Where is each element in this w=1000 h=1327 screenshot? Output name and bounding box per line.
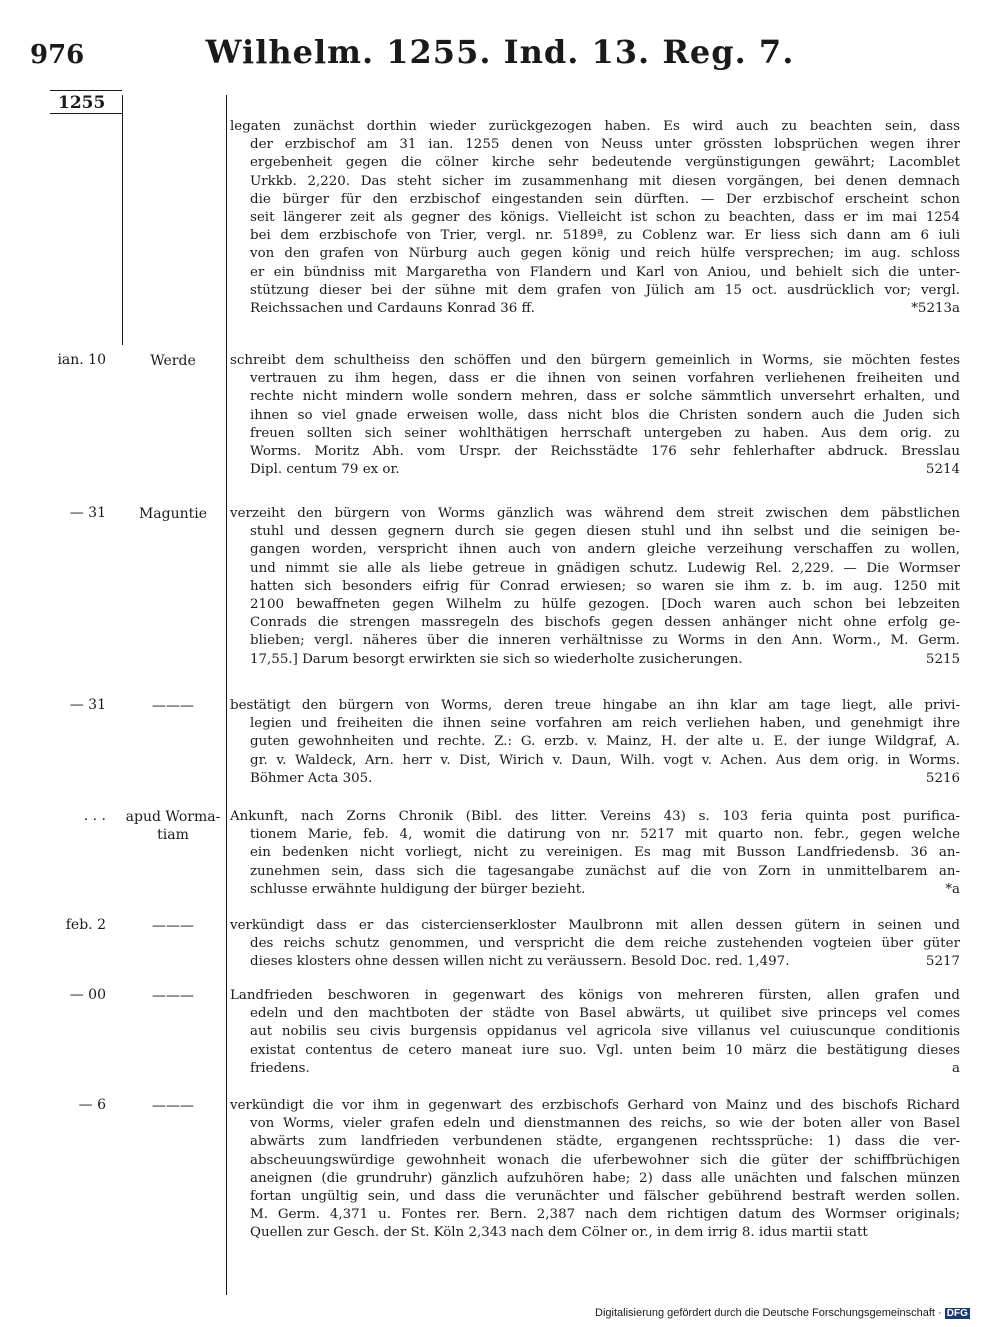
entry-text bbox=[230, 118, 960, 318]
entry-text bbox=[230, 1097, 960, 1243]
entry-number: 5217 bbox=[925, 954, 960, 970]
entry-line: hatten sich besonders eifrig für Conrad erwiesen; so waren sie ihm z. b. im aug. 1250 mit bbox=[250, 578, 960, 594]
entry-place-line: tiam bbox=[157, 827, 189, 843]
entry-number: *5213a bbox=[911, 301, 960, 316]
entry-line: bestätigt den bürgern von Worms, deren treue hingabe an ihn klar am tage liegt, alle privi- bbox=[230, 698, 960, 713]
entry-line: rechte nicht mindern wolle sondern mehren, dass er solche sämmtlich unversehrt erhalten, und bbox=[250, 389, 960, 405]
entry-text bbox=[230, 697, 960, 788]
entry-line: verzeiht den bürgern von Worms gänzlich was während dem streit zwischen dem päbstlichen bbox=[230, 506, 960, 521]
entry-line: seit längerer zeit als gegner des königs. Vielleicht ist schon zu beachten, dass er im mai 1254 bbox=[250, 210, 960, 226]
entry-line: 17,55.] Darum besorgt erwirkten sie sich so wiederholte zusicherungen. bbox=[250, 651, 743, 667]
entry-line: aut nobilis seu civis burgensis oppidanus vel agricola sive villanus vel cuiuscunque conditionis bbox=[250, 1024, 960, 1040]
entry-line: vertrauen zu ihm hegen, dass er die ihnen von seinen vorfahren verliehenen freiheiten und bbox=[250, 371, 960, 387]
entry-line: schreibt dem schultheiss den schöffen und den bürgern gemeinlich in Worms, sie möchten festes bbox=[230, 353, 960, 368]
year-rule-top bbox=[50, 90, 122, 91]
entry-text bbox=[230, 917, 960, 972]
entry-date: feb. 2 bbox=[65, 917, 106, 933]
entry-place: Werde bbox=[150, 353, 196, 369]
entry-line: legaten zunächst dorthin wieder zurückgezogen haben. Es wird auch zu beachten sein, dass bbox=[230, 119, 960, 134]
entry-place-line: apud Worma- bbox=[125, 809, 221, 825]
entry-text bbox=[230, 987, 960, 1078]
entry-number: 5214 bbox=[925, 462, 960, 478]
entry-line: bei dem erzbischofe von Trier, vergl. nr. 5189ª, zu Coblenz war. Er liess sich dann am 6 iuli bbox=[250, 228, 960, 244]
entry-line: verkündigt dass er das cistercienserkloster Maulbronn mit allen dessen gütern in seinen und bbox=[230, 918, 960, 933]
page-number: 976 bbox=[30, 40, 85, 70]
entry-line: 2100 bewaffneten gegen Wilhelm zu hülfe gezogen. [Doch waren auch schon bei lebzeiten bbox=[250, 597, 960, 613]
entry-line: guten gewohnheiten und rechte. Z.: G. erzb. v. Mainz, H. der alte u. E. der iunge Wildgraf, A. bbox=[250, 734, 960, 750]
running-head: Wilhelm. 1255. Ind. 13. Reg. 7. bbox=[205, 33, 795, 71]
entry-line: schlusse erwähnte huldigung der bürger bezieht. bbox=[250, 881, 586, 897]
entry-line: ergebenheit gegen die cölner kirche sehr bedeutende vergünstigungen gewährt; Lacomblet bbox=[250, 155, 960, 171]
entry-line: friedens. bbox=[250, 1060, 310, 1076]
entry-line: blieben; vergl. näheres über die inneren verhältnisse zu Worms in den Ann. Worm., M. Germ. bbox=[250, 633, 960, 649]
entry-line: die bürger für den erzbischof eingestanden sein dürften. — Der erzbischof erscheint schon bbox=[250, 191, 960, 207]
entry-date: — 31 bbox=[69, 697, 106, 713]
header-rule bbox=[50, 113, 122, 114]
entry-line: dieses klosters ohne dessen willen nicht zu veräussern. Besold Doc. red. 1,497. bbox=[250, 954, 790, 970]
entry-line: abwärts zum landfrieden verbundenen städte, ergangenen rechtssprüche: 1) dass die ver- bbox=[250, 1134, 960, 1150]
entry-line: von Worms, vieler grafen edeln und dienstmannen des reichs, so wie der boten aller von Basel bbox=[250, 1116, 960, 1132]
entry-line: verkündigt die vor ihm in gegenwart des erzbischofs Gerhard von Mainz und des bischofs Richard bbox=[230, 1098, 960, 1113]
year-label: 1255 bbox=[58, 93, 106, 113]
entry-line: ein bedenken nicht vorliegt, nicht zu vereinigen. Es mag mit Busson Landfriedensb. 36 an- bbox=[250, 845, 960, 861]
entry-number: *a bbox=[945, 881, 960, 897]
entry-place: ——— bbox=[152, 1098, 194, 1114]
dfg-logo: DFG bbox=[946, 1308, 968, 1319]
entry-line: edeln und den machtboten der städte von Basel abwärts, ut quilibet sive princeps vel comes bbox=[250, 1006, 960, 1022]
entry-number: 5215 bbox=[925, 651, 960, 667]
entry-line: Urkkb. 2,220. Das steht sicher im zusammenhang mit diesen vorgängen, bei denen demnach bbox=[250, 173, 960, 189]
column-rule-left bbox=[122, 95, 123, 345]
entry-line: Worms. Moritz Abh. vom Urspr. der Reichsstädte 176 sehr fehlerhafter abdruck. Bresslau bbox=[250, 444, 960, 460]
entry-text bbox=[230, 352, 960, 479]
entry-line: tionem Marie, feb. 4, womit die datirung von nr. 5217 mit quarto non. febr., gegen welche bbox=[250, 827, 960, 843]
entry-place: ——— bbox=[152, 698, 194, 714]
entry-line: gr. v. Waldeck, Arn. herr v. Dist, Wirich v. Daun, Wilh. vogt v. Achen. Aus dem orig. in Worms. bbox=[250, 752, 960, 768]
entry-line: existat contentus de cetero maneat iure suo. Vgl. unten beim 10 märz die bestätigung dieses bbox=[250, 1042, 960, 1058]
entry-date: — 31 bbox=[69, 505, 106, 521]
entry-line: stützung dieser bei der sühne mit dem grafen von Jülich am 15 oct. ausdrücklich vor; vergl. bbox=[250, 282, 960, 298]
entry-date: ian. 10 bbox=[57, 352, 106, 368]
entry-date: — 6 bbox=[78, 1097, 106, 1113]
entry-line: zunehmen sein, dass sich die tagesangabe zunächst auf die von Zorn in unmittelbarem an- bbox=[250, 863, 960, 879]
footer bbox=[595, 1307, 970, 1319]
entry-line: Conrads die strengen massregeln des bischofs gegen dessen anhänger nicht ohne erfolg ge- bbox=[250, 615, 960, 631]
entry-date: — 00 bbox=[69, 987, 106, 1003]
entry-place: Maguntie bbox=[138, 506, 208, 522]
entry-date: . . . bbox=[83, 808, 106, 824]
entry-line: ihnen so viel gnade erweisen wolle, dass nicht blos die Christen sondern auch die Juden sich bbox=[250, 407, 960, 423]
entry-line: freuen sollten sich seiner wohlthätigen herrschaft untergeben zu haben. Aus dem orig. zu bbox=[250, 425, 960, 441]
entry-number: a bbox=[952, 1060, 960, 1076]
entry-line: Quellen zur Gesch. der St. Köln 2,343 nach dem Cölner or., in dem irrig 8. idus martii statt bbox=[250, 1225, 868, 1241]
entry-number: 5216 bbox=[925, 770, 960, 786]
entry-line: stuhl und dessen gegnern durch sie gegen diesen stuhl und ihn selbst und die seinigen be- bbox=[250, 524, 960, 540]
entry-place: ——— bbox=[152, 988, 194, 1004]
entry-line: der erzbischof am 31 ian. 1255 denen von Neuss unter grössten lobsprüchen wegen ihrer bbox=[250, 137, 960, 153]
entry-line: Ankunft, nach Zorns Chronik (Bibl. des litter. Vereins 43) s. 103 feria quinta post purifica- bbox=[230, 809, 960, 824]
entry-line: Dipl. centum 79 ex or. bbox=[250, 462, 400, 478]
entry-line: Böhmer Acta 305. bbox=[250, 770, 373, 786]
entry-line: abscheuungswürdige gewohnheit wonach die uferbewohner sich die güter der schiffbrüchigen bbox=[250, 1152, 960, 1168]
entry-line: Reichssachen und Cardauns Konrad 36 ff. bbox=[250, 301, 535, 317]
entry-line: und nimmt sie alle als liebe getreue in gnädigen schutz. Ludewig Rel. 2,229. — Die Wormser bbox=[250, 560, 960, 576]
entry-line: Landfrieden beschworen in gegenwart des königs von mehreren fürsten, allen grafen und bbox=[230, 988, 960, 1003]
entry-line: aneignen (die grundruhr) gänzlich aufzuhören habe; 2) dass alle unächten und falschen münzen bbox=[250, 1170, 960, 1186]
entry-text bbox=[230, 808, 960, 899]
entry-line: er ein bündniss mit Margaretha von Flandern und Karl von Aniou, und behielt sich die unter- bbox=[250, 264, 960, 280]
column-rule-right bbox=[226, 95, 227, 1295]
entry-line: M. Germ. 4,371 u. Fontes rer. Bern. 2,387 nach dem richtigen datum des Wormser originals; bbox=[250, 1207, 960, 1223]
footer-text: Digitalisierung gefördert durch die Deutsche Forschungsgemeinschaft · bbox=[595, 1307, 942, 1319]
entry-line: von den grafen von Nürburg auch gegen könig und reich hülfe versprechen; im aug. schloss bbox=[250, 246, 960, 262]
entry-line: des reichs schutz genommen, und verspricht die dem reiche zustehenden vogteien über güter bbox=[250, 936, 960, 952]
entry-line: legien und freiheiten die ihnen seine vorfahren am reich verliehen haben, und genehmigt ihre bbox=[250, 716, 960, 732]
entry-line: fortan ungültig sein, und dass die verunächter und fälscher gebührend bestraft werden sollen. bbox=[250, 1189, 960, 1205]
entry-line: gangen worden, verspricht ihnen auch von andern gleiche verzeihung verschaffen zu wollen, bbox=[250, 542, 960, 558]
entry-place bbox=[122, 808, 224, 844]
entry-text bbox=[230, 505, 960, 669]
entry-place: ——— bbox=[152, 918, 194, 934]
